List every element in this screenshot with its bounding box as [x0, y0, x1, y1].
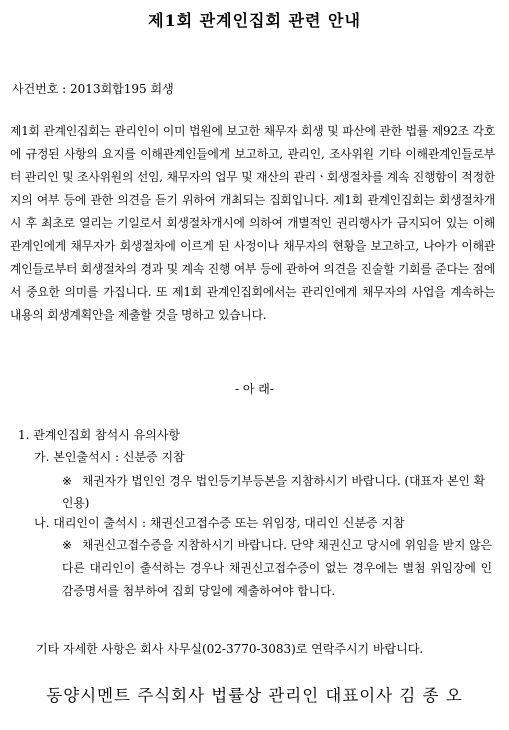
subsection-agent-attendance: 나. 대리인이 출석시 : 채권신고접수증 또는 위임장, 대리인 신분증 지참	[34, 516, 405, 530]
intro-paragraph: 제1회 관계인집회는 관리인이 이미 법원에 보고한 채무자 회생 및 파산에 관한 법률 제92조 각호에 규정된 사항의 요지를 이해관계인들에게 보고하고, 관리인, 조사위원 기타 이해관계인들로부터 관리인 및 조사위원의 선임, 채무자의 업무 및 재산의 관리ㆍ회생절차를 계속 진행함이 적정한지의 여부 등에 관한 의견을 듣기 위하여 개최되는 집회입니다. 제1회 관계인집회는 회생절차개시 후 최초로 열리는 기일로서 회생절차개시에 의하여 개별적인 권리행사가 금지되어 있는 이해관계인에게 채무자가 회생절차에 이르게 된 사정이나 채무자의 현황을 보고하고, 나아가 이해관계인들로부터 회생절차의 경과 및 계속 진행 여부 등에 관하여 의견을 진술할 기회를 준다는 점에서 중요한 의미를 가집니다. 또 제1회 관계인집회에서는 관리인에게 채무자의 사업을 계속하는 내용의 회생계획안을 제출할 것을 명하고 있습니다.	[10, 124, 495, 322]
note-text: 채권자가 법인인 경우 법인등기부등본을 지참하시기 바랍니다. (대표자 본인 확인용)	[62, 474, 486, 510]
section-divider-label: - 아 래-	[235, 382, 274, 396]
note-text: 채권신고접수증을 지참하시기 바랍니다. 단약 채권신고 당시에 위임을 받지 않은 다른 대리인이 출석하는 경우나 채권신고접수증이 없는 경우에는 별첨 위임장에 인감증명서를 첨부하여 집회 당일에 제출하여야 합니다.	[62, 538, 492, 598]
reference-mark-icon: ※	[62, 474, 72, 488]
section-heading: 1. 관계인집회 참석시 유의사항	[18, 428, 180, 442]
subsection-self-attendance: 가. 본인출석시 : 신분증 지참	[34, 450, 185, 464]
contact-info: 기타 자세한 사항은 회사 사무실(02-3770-3083)로 연락주시기 바랍니다.	[36, 642, 424, 656]
reference-mark-icon: ※	[62, 538, 72, 552]
note-agent-attendance	[62, 534, 492, 603]
case-number: 사건번호 : 2013회합195 회생	[12, 82, 174, 96]
note-self-attendance	[62, 470, 492, 514]
signature-line: 동양시멘트 주식회사 법률상 관리인 대표이사 김 종 오	[46, 686, 463, 705]
page-title: 제1회 관계인집회 관련 안내	[148, 11, 361, 30]
